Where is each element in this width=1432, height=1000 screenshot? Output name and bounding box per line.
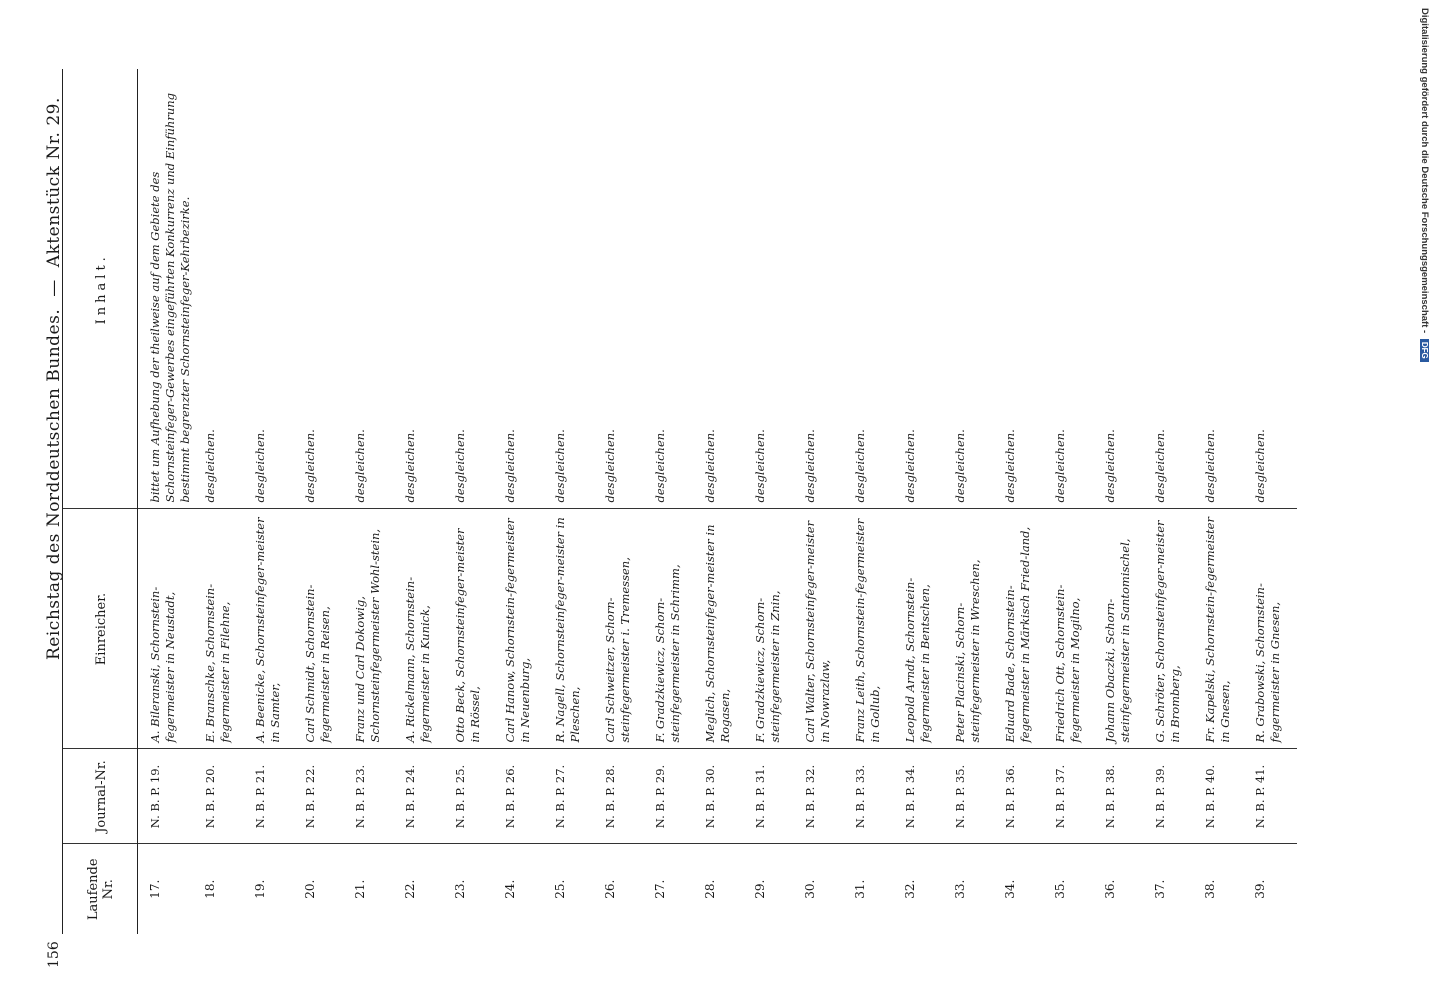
dfg-logo: DFG [1420,339,1429,362]
cell-journal-nr: N. B. P. 20. [197,749,247,844]
digitization-credit [1412,8,1432,418]
cell-inhalt: desgleichen. [397,69,447,509]
table-row [1247,69,1297,934]
cell-laufende-nr: 19. [253,879,267,899]
table-row [747,69,797,934]
cell-einreicher: F. Gradzkiewicz, Schorn-steinfegermeister in Znin, [747,509,797,749]
cell-einreicher: Carl Schweitzer, Schorn-steinfegermeister i. Tremessen, [597,509,647,749]
cell-inhalt: desgleichen. [797,69,847,509]
table-header-row [63,69,138,934]
cell-laufende-nr: 24. [503,879,517,899]
cell-journal-nr: N. B. P. 33. [847,749,897,844]
cell-inhalt: desgleichen. [1147,69,1197,509]
cell-einreicher: Johann Obaczki, Schorn-steinfegermeister in Santomischel, [1097,509,1147,749]
table-row [447,69,497,934]
cell-laufende-nr: 30. [803,879,817,899]
cell-inhalt: desgleichen. [997,69,1047,509]
cell-journal-nr: N. B. P. 35. [947,749,997,844]
cell-journal-nr: N. B. P. 31. [747,749,797,844]
table-row [247,69,297,934]
credit-text-line [1419,8,1430,408]
cell-einreicher: A. Beenicke, Schornsteinfeger-meister in Samter, [247,509,297,749]
cell-laufende-nr: 31. [853,879,867,899]
table-body [138,69,1298,934]
table-row [847,69,897,934]
cell-einreicher: F. Gradzkiewicz, Schorn-steinfegermeister in Schrimm, [647,509,697,749]
cell-einreicher: Carl Walter, Schornsteinfeger-meister in Nowrazlaw, [797,509,847,749]
cell-journal-nr: N. B. P. 28. [597,749,647,844]
cell-einreicher: A. Rickelmann, Schornstein-fegermeister in Kunick, [397,509,447,749]
cell-einreicher: G. Schröter, Schornsteinfeger-meister in Bromberg, [1147,509,1197,749]
cell-journal-nr: N. B. P. 27. [547,749,597,844]
table-row [697,69,747,934]
cell-journal-nr: N. B. P. 19. [138,749,198,844]
cell-laufende-nr: 32. [903,879,917,899]
cell-inhalt: desgleichen. [1097,69,1147,509]
cell-inhalt: desgleichen. [847,69,897,509]
cell-einreicher: Carl Hanow, Schornstein-fegermeister in Neuenburg, [497,509,547,749]
cell-laufende-nr: 22. [403,879,417,899]
header-journal-nr: Journal-Nr. [63,749,138,844]
cell-inhalt: bittet um Aufhebung der theilweise auf dem Gebiete des Schornsteinfeger-Gewerbes eingeführten Konkurrenz und Einführung bestimmt begrenzter Schornsteinfeger-Kehrbezirke. [138,69,198,509]
table-row [297,69,347,934]
cell-einreicher: Franz und Carl Dokowig, Schornsteinfegermeister Wohl-stein, [347,509,397,749]
cell-laufende-nr: 29. [753,879,767,899]
cell-inhalt: desgleichen. [547,69,597,509]
cell-journal-nr: N. B. P. 22. [297,749,347,844]
cell-journal-nr: N. B. P. 26. [497,749,547,844]
cell-inhalt: desgleichen. [647,69,697,509]
cell-laufende-nr: 20. [303,879,317,899]
table-row [647,69,697,934]
cell-einreicher: A. Bileranski, Schornstein-fegermeister in Neustadt, [138,509,198,749]
cell-inhalt: desgleichen. [1047,69,1097,509]
credit-text: Digitalisierung gefördert durch die Deutsche Forschungsgemeinschaft - [1419,8,1430,334]
cell-journal-nr: N. B. P. 32. [797,749,847,844]
cell-laufende-nr: 25. [553,879,567,899]
table-row [197,69,247,934]
table-row [138,69,198,934]
cell-inhalt: desgleichen. [197,69,247,509]
cell-laufende-nr: 27. [653,879,667,899]
cell-laufende-nr: 36. [1103,879,1117,899]
cell-einreicher: R. Grabowski, Schornstein-fegermeister in Gnesen, [1247,509,1297,749]
cell-einreicher: Meglich, Schornsteinfeger-meister in Rogasen, [697,509,747,749]
cell-inhalt: desgleichen. [347,69,397,509]
publication-title: Reichstag des Norddeutschen Bundes. [44,308,64,660]
cell-laufende-nr: 18. [203,879,217,899]
cell-laufende-nr: 33. [953,879,967,899]
cell-laufende-nr: 21. [353,879,367,899]
cell-laufende-nr: 26. [603,879,617,899]
cell-laufende-nr: 35. [1053,879,1067,899]
cell-einreicher: Fr. Kapelski, Schornstein-fegermeister in Gnesen, [1197,509,1247,749]
cell-einreicher: Peter Placinski, Schorn-steinfegermeister in Wreschen, [947,509,997,749]
cell-einreicher: Friedrich Ott, Schornstein-fegermeister in Mogilno, [1047,509,1097,749]
cell-inhalt: desgleichen. [1197,69,1247,509]
table-row [1097,69,1147,934]
cell-laufende-nr: 34. [1003,879,1017,899]
header-inhalt: Inhalt. [63,69,138,509]
cell-einreicher: Otto Beck, Schornsteinfeger-meister in Rössel, [447,509,497,749]
table-row [347,69,397,934]
table-row [797,69,847,934]
cell-einreicher: Eduard Bade, Schornstein-fegermeister in Märkisch Fried-land, [997,509,1047,749]
cell-journal-nr: N. B. P. 37. [1047,749,1097,844]
cell-journal-nr: N. B. P. 36. [997,749,1047,844]
cell-inhalt: desgleichen. [747,69,797,509]
table-row [547,69,597,934]
cell-journal-nr: N. B. P. 30. [697,749,747,844]
cell-einreicher: Franz Leith, Schornstein-fegermeister in Gollub, [847,509,897,749]
cell-inhalt: desgleichen. [947,69,997,509]
table-row [1047,69,1097,934]
petition-register-table [62,69,1297,934]
cell-einreicher: E. Branschke, Schornstein-fegermeister in Filehne, [197,509,247,749]
header-einreicher: Einreicher. [63,509,138,749]
document-number: Aktenstück Nr. 29. [44,97,64,268]
table-row [497,69,547,934]
cell-journal-nr: N. B. P. 34. [897,749,947,844]
header-laufende-nr: Laufende Nr. [63,844,138,934]
cell-einreicher: Carl Schmidt, Schornstein-fegermeister in Reisen, [297,509,347,749]
cell-laufende-nr: 23. [453,879,467,899]
cell-journal-nr: N. B. P. 29. [647,749,697,844]
cell-laufende-nr: 38. [1203,879,1217,899]
table-row [897,69,947,934]
table-row [597,69,647,934]
cell-inhalt: desgleichen. [297,69,347,509]
cell-journal-nr: N. B. P. 41. [1247,749,1297,844]
table-row [1147,69,1197,934]
cell-laufende-nr: 17. [148,879,162,899]
cell-journal-nr: N. B. P. 24. [397,749,447,844]
cell-journal-nr: N. B. P. 38. [1097,749,1147,844]
table-row [1197,69,1247,934]
cell-journal-nr: N. B. P. 40. [1197,749,1247,844]
cell-inhalt: desgleichen. [247,69,297,509]
cell-laufende-nr: 28. [703,879,717,899]
cell-inhalt: desgleichen. [447,69,497,509]
running-title [44,97,64,660]
cell-journal-nr: N. B. P. 21. [247,749,297,844]
cell-inhalt: desgleichen. [597,69,647,509]
cell-inhalt: desgleichen. [1247,69,1297,509]
cell-einreicher: Leopold Arndt, Schornstein-fegermeister in Bentschen, [897,509,947,749]
cell-laufende-nr: 37. [1153,879,1167,899]
table-row [947,69,997,934]
cell-journal-nr: N. B. P. 25. [447,749,497,844]
cell-journal-nr: N. B. P. 23. [347,749,397,844]
cell-einreicher: R. Nagell, Schornsteinfeger-meister in Pleschen, [547,509,597,749]
cell-laufende-nr: 39. [1253,879,1267,899]
cell-journal-nr: N. B. P. 39. [1147,749,1197,844]
page-number: 156 [46,941,62,968]
cell-inhalt: desgleichen. [497,69,547,509]
title-separator: — [44,279,64,297]
cell-inhalt: desgleichen. [897,69,947,509]
cell-inhalt: desgleichen. [697,69,747,509]
table-row [997,69,1047,934]
table-row [397,69,447,934]
